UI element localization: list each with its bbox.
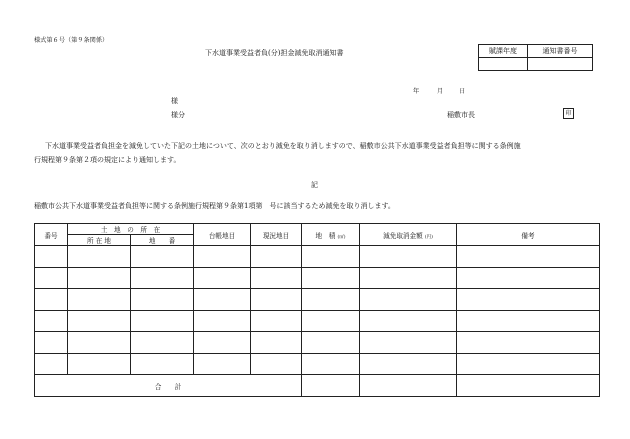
total-row xyxy=(35,375,600,397)
col-land-location: 土 地 の 所 在 xyxy=(68,224,194,235)
body-text-line-2: 行規程第９条第２項の規定により通知します。 xyxy=(34,156,181,164)
col-cancel-amount-label: 減免取消金額 xyxy=(383,231,423,240)
col-remarks: 備考 xyxy=(457,224,600,246)
table-row xyxy=(35,310,600,332)
total-remarks xyxy=(457,375,600,397)
col-number: 番号 xyxy=(35,224,68,246)
document-title: 下水道事業受益者負(分)担金減免取消通知書 xyxy=(205,49,344,57)
addressee-sama: 様 xyxy=(171,97,178,105)
reason-line: 稲敷市公共下水道事業受益者負担等に関する条例施行規程第９条第1項第 号に該当するため減免を取り消します。 xyxy=(34,202,395,210)
seal-stamp: 印 xyxy=(563,108,574,119)
col-location: 所 在 地 xyxy=(68,235,131,246)
col-lot: 地 番 xyxy=(131,235,194,246)
land-table xyxy=(34,223,600,397)
table-row xyxy=(35,246,600,268)
date-day: 日 xyxy=(459,88,466,95)
table-row xyxy=(35,332,600,354)
col-area xyxy=(302,224,360,246)
col-area-unit: (㎡) xyxy=(337,234,346,240)
col-cancel-amount xyxy=(360,224,457,246)
col-area-label: 地 積 xyxy=(315,231,336,240)
header-box-fiscal-year-value xyxy=(479,58,528,71)
table-row xyxy=(35,289,600,311)
date-year: 年 xyxy=(413,88,420,95)
total-label: 合 計 xyxy=(35,375,302,397)
col-register-category: 台帳地目 xyxy=(194,224,251,246)
issuer-mayor: 稲敷市長 xyxy=(447,111,475,119)
header-box-notice-number: 通知書番号 xyxy=(528,45,593,58)
body-text-line-1: 下水道事業受益者負担金を減免していた下記の土地について、次のとおり減免を取り消しますので、稲敷市公共下水道事業受益者負担等に関する条例施 xyxy=(45,142,521,150)
col-amount-unit: (円) xyxy=(424,234,433,240)
ki-heading: 記 xyxy=(311,181,318,189)
table-row xyxy=(35,267,600,289)
total-amount xyxy=(360,375,457,397)
total-area xyxy=(302,375,360,397)
header-box-fiscal-year: 賦課年度 xyxy=(479,45,528,58)
date-month: 月 xyxy=(437,88,444,95)
addressee-sama-bun: 様分 xyxy=(171,111,185,119)
header-box xyxy=(478,44,593,71)
col-current-category: 現況地目 xyxy=(251,224,302,246)
table-row xyxy=(35,353,600,375)
header-box-notice-number-value xyxy=(528,58,593,71)
form-number: 様式第６号（第９条関係） xyxy=(34,37,109,44)
